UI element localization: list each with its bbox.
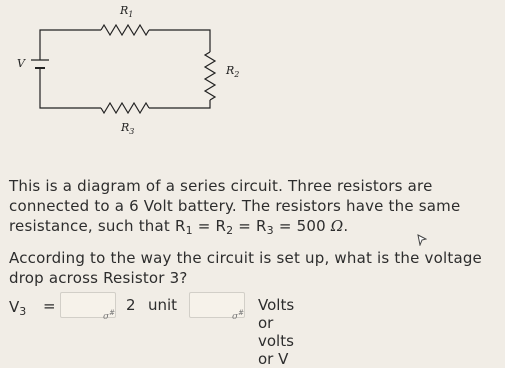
problem-statement — [9, 176, 499, 241]
resistor-r3-zigzag — [101, 103, 149, 113]
answer-variable: $V_3$ — [9, 298, 27, 318]
wire-bottom-left — [40, 68, 101, 108]
unit-hint: Volts or volts or V — [258, 296, 295, 368]
resistor-r3-label: $R_3$ — [121, 121, 135, 137]
resistor-r1-zigzag — [101, 25, 149, 35]
problem-intro: This is a diagram of a series circuit. Three resistors are connected to a 6 Volt battery. The resistors have the same resistance, such that — [9, 177, 461, 235]
part-number: 2 — [126, 296, 136, 314]
resistor-r2-label: $R_2$ — [226, 64, 240, 80]
mouse-cursor-icon — [417, 234, 427, 246]
unit-formula-icon[interactable]: σ# — [232, 309, 245, 322]
value-formula-icon[interactable]: σ# — [103, 309, 116, 322]
resistor-r1-label: $R_1$ — [120, 4, 134, 20]
resistance-equation: $R_1 = R_2 = R_3 = 500$ Ω. — [174, 217, 349, 237]
wire-right-bottom — [149, 100, 210, 108]
equals-sign: = — [43, 297, 56, 315]
question-text: According to the way the circuit is set up, what is the voltage drop across Resistor 3? — [9, 249, 482, 287]
unit-label: unit — [148, 296, 178, 314]
resistor-r2-zigzag — [205, 52, 215, 100]
battery-label: V — [17, 57, 25, 70]
wire-top — [40, 30, 101, 60]
wire-top-right — [149, 30, 210, 52]
